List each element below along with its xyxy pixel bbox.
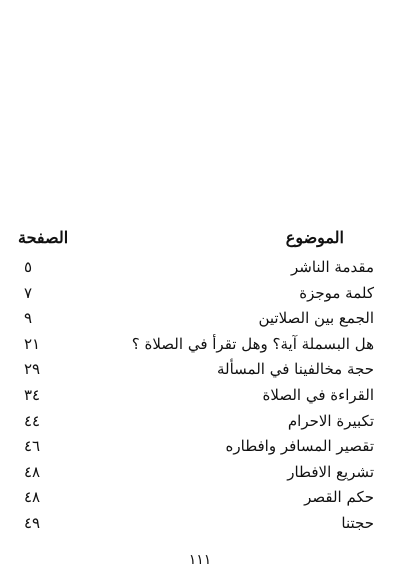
entry-title: هل البسملة آية؟ وهل تقرأ في الصلاة ؟ <box>131 334 374 353</box>
toc-entry <box>18 386 374 412</box>
entry-page-number: ٤٨ <box>24 462 41 481</box>
entry-title: حجة مخالفينا في المسألة <box>216 360 374 379</box>
entry-title: تكبيرة الاحرام <box>287 411 374 430</box>
toc-header <box>18 228 374 258</box>
entry-title: تشريع الافطار <box>287 462 374 481</box>
entry-title: حكم القصر <box>304 488 374 507</box>
entry-page-number: ٢١ <box>24 334 41 353</box>
entry-page-number: ٢٩ <box>24 360 41 379</box>
entry-title: الجمع بين الصلاتين <box>258 309 374 328</box>
entry-title: تقصير المسافر وافطاره <box>225 437 374 456</box>
entry-page-number: ٧ <box>24 283 33 302</box>
toc-entry <box>18 488 374 514</box>
toc-entry <box>18 258 374 284</box>
entry-title: القراءة في الصلاة <box>262 385 374 404</box>
entry-page-number: ٩ <box>24 309 33 328</box>
entry-page-number: ٤٨ <box>24 488 41 507</box>
topic-column-header: الموضوع <box>285 228 344 247</box>
toc-entry <box>18 437 374 463</box>
entry-page-number: ٣٤ <box>24 385 41 404</box>
entry-title: كلمة موجزة <box>299 283 374 302</box>
toc-entry <box>18 360 374 386</box>
entry-title: مقدمة الناشر <box>290 258 374 276</box>
entry-page-number: ٥ <box>24 258 33 276</box>
toc-entry <box>18 412 374 438</box>
entry-title: حجتنا <box>341 513 374 532</box>
toc-entry <box>18 514 374 540</box>
page-column-header: الصفحة <box>18 228 69 247</box>
toc-entry <box>18 309 374 335</box>
table-of-contents <box>18 228 374 540</box>
entry-page-number: ٤٩ <box>24 513 41 532</box>
toc-entry <box>18 284 374 310</box>
entry-page-number: ٤٦ <box>24 437 41 456</box>
page-number: ١١١ <box>188 552 212 568</box>
entry-page-number: ٤٤ <box>24 411 41 430</box>
toc-entry <box>18 463 374 489</box>
toc-entry <box>18 335 374 361</box>
